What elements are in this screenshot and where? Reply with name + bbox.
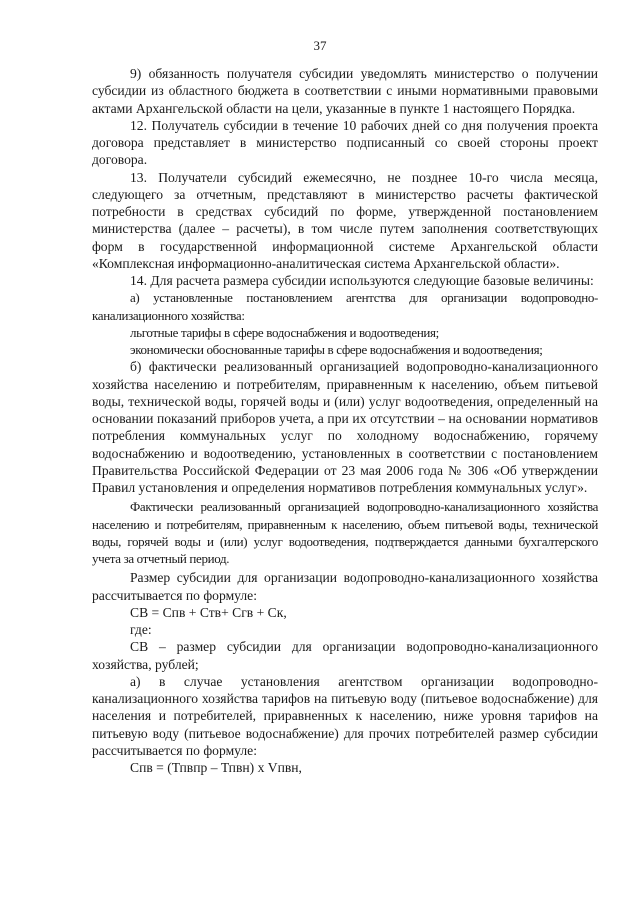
paragraph-sub-b: б) фактически реализованный организацией водопроводно-канализационного хозяйства населению и потребителям, приравненным к населению, объем питьевой воды, технической воды, горячей воды и (или) услуг водоотведения, определенный на основании показаний приборов учета, а при их отсутствии – на основании нормативов потребления коммунальных услуг по холодному водоснабжению, горячему водоснабжению и водоотведению, установленных в соответствии с постановлением Правительства Российской Федерации от 23 мая 2006 года № 306 «Об утверждении Правил установления и определения нормативов потребления коммунальных услуг». bbox=[92, 359, 598, 495]
formula-drinking-water: Спв = (Тпвпр – Тпвн) х Vпвн, bbox=[130, 760, 302, 775]
paragraph-preferential-tariffs: льготные тарифы в сфере водоснабжения и водоотведения; bbox=[130, 324, 439, 340]
paragraph-item-9: 9) обязанность получателя субсидии уведомлять министерство о получении субсидии из областного бюджета в соответствии с иными нормативными правовыми актами Архангельской области на цели, указанные в пункте 1 настоящего Порядка. bbox=[92, 66, 598, 116]
document-body bbox=[92, 65, 598, 776]
paragraph-case-a: а) в случае установления агентством организации водопроводно-канализационного хозяйства тарифов на питьевую воду (питьевое водоснабжение) для населения и потребителей, приравненных к населению, ниже уровня тарифов на питьевую воду (питьевое водоснабжение) для прочих потребителей размер субсидии рассчитывается по формуле: bbox=[92, 673, 598, 758]
formula-total: СВ = Спв + Ств+ Сгв + Ск, bbox=[130, 604, 287, 620]
paragraph-clause-13: 13. Получатели субсидий ежемесячно, не позднее 10-го числа месяца, следующего за отчетным, представляют в министерство расчеты фактической потребности в средствах субсидий по форме, утвержденной постановлением министерства (далее – расчеты), в том числе путем заполнения соответствующих форм в государственной информационной системе Архангельской области «Комплексная информационно-аналитическая система Архангельской области». bbox=[92, 169, 598, 271]
page-number: 37 bbox=[313, 38, 327, 53]
paragraph-sv-definition: СВ – размер субсидии для организации водопроводно-канализационного хозяйства, рублей; bbox=[92, 639, 598, 672]
paragraph-where: где: bbox=[130, 622, 152, 637]
paragraph-justified-tariffs: экономически обоснованные тарифы в сфере водоснабжения и водоотведения; bbox=[130, 342, 543, 357]
paragraph-actual-volume: Фактически реализованный организацией водопроводно-канализационного хозяйства населению и потребителям, приравненным к населению, объем питьевой воды, технической воды, горячей воды и (или) услуг водоотведения, подтверждается данными бухгалтерского учета за отчетный период. bbox=[92, 499, 598, 566]
paragraph-clause-12: 12. Получатель субсидии в течение 10 рабочих дней со дня получения проекта договора представляет в министерство подписанный со своей стороны проект договора. bbox=[92, 117, 598, 168]
paragraph-sub-a: а) установленные постановлением агентства для организации водопроводно-канализационного хозяйства: bbox=[92, 290, 598, 323]
paragraph-clause-14: 14. Для расчета размера субсидии используются следующие базовые величины: bbox=[130, 273, 594, 288]
paragraph-subsidy-size: Размер субсидии для организации водопроводно-канализационного хозяйства рассчитывается по формуле: bbox=[92, 570, 598, 603]
